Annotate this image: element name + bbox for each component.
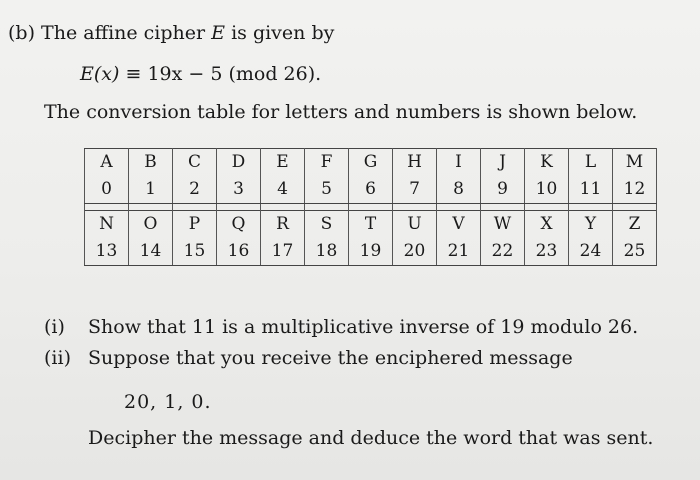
question-ii: [44, 347, 573, 369]
spacer-cell: [217, 204, 261, 211]
letter-cell: Y: [569, 211, 613, 239]
spacer-cell: [85, 204, 129, 211]
formula-mod: (mod 26).: [228, 63, 322, 85]
letter-cell: S: [305, 211, 349, 239]
spacer-cell: [481, 204, 525, 211]
table-number-row: [85, 238, 657, 266]
letter-cell: I: [437, 149, 481, 177]
letter-cell: R: [261, 211, 305, 239]
number-cell: 9: [481, 176, 525, 204]
enciphered-message: 20, 1, 0.: [124, 391, 212, 413]
question-ii-text: Suppose that you receive the enciphered message: [88, 347, 573, 369]
spacer-cell: [305, 204, 349, 211]
number-cell: 24: [569, 238, 613, 266]
letter-cell: K: [525, 149, 569, 177]
number-cell: 25: [613, 238, 657, 266]
number-cell: 5: [305, 176, 349, 204]
intro-suffix: is given by: [231, 22, 335, 44]
number-cell: 4: [261, 176, 305, 204]
letter-cell: Z: [613, 211, 657, 239]
question-ii-label: (ii): [44, 347, 71, 369]
number-cell: 1: [129, 176, 173, 204]
table-intro: The conversion table for letters and numbers is shown below.: [44, 101, 638, 123]
letter-cell: V: [437, 211, 481, 239]
formula-rhs: 19x − 5: [147, 63, 223, 85]
letter-cell: J: [481, 149, 525, 177]
number-cell: 7: [393, 176, 437, 204]
letter-cell: U: [393, 211, 437, 239]
part-heading: [8, 22, 334, 44]
spacer-cell: [437, 204, 481, 211]
question-i: [44, 316, 638, 338]
letter-cell: D: [217, 149, 261, 177]
letter-cell: Q: [217, 211, 261, 239]
spacer-cell: [349, 204, 393, 211]
letter-cell: O: [129, 211, 173, 239]
table-spacer-row: [85, 204, 657, 211]
number-cell: 16: [217, 238, 261, 266]
letter-cell: E: [261, 149, 305, 177]
letter-cell: G: [349, 149, 393, 177]
number-cell: 14: [129, 238, 173, 266]
letter-cell: C: [173, 149, 217, 177]
number-cell: 12: [613, 176, 657, 204]
number-cell: 21: [437, 238, 481, 266]
spacer-cell: [525, 204, 569, 211]
letter-cell: L: [569, 149, 613, 177]
intro-text: The affine cipher: [41, 22, 206, 44]
number-cell: 18: [305, 238, 349, 266]
number-cell: 15: [173, 238, 217, 266]
number-cell: 17: [261, 238, 305, 266]
number-cell: 11: [569, 176, 613, 204]
spacer-cell: [129, 204, 173, 211]
number-cell: 19: [349, 238, 393, 266]
spacer-cell: [393, 204, 437, 211]
spacer-cell: [173, 204, 217, 211]
spacer-cell: [569, 204, 613, 211]
number-cell: 20: [393, 238, 437, 266]
number-cell: 0: [85, 176, 129, 204]
letter-cell: A: [85, 149, 129, 177]
number-cell: 10: [525, 176, 569, 204]
letter-cell: F: [305, 149, 349, 177]
letter-cell: M: [613, 149, 657, 177]
question-i-text: Show that 11 is a multiplicative inverse of 19 modulo 26.: [88, 316, 639, 338]
number-cell: 13: [85, 238, 129, 266]
number-cell: 2: [173, 176, 217, 204]
table-letter-row: [85, 211, 657, 239]
table-number-row: [85, 176, 657, 204]
letter-cell: W: [481, 211, 525, 239]
conversion-table: [84, 148, 657, 266]
formula-equiv: ≡: [125, 63, 142, 85]
table-letter-row: [85, 149, 657, 177]
number-cell: 23: [525, 238, 569, 266]
number-cell: 22: [481, 238, 525, 266]
letter-cell: H: [393, 149, 437, 177]
number-cell: 3: [217, 176, 261, 204]
cipher-formula: [80, 63, 321, 85]
letter-cell: T: [349, 211, 393, 239]
letter-cell: N: [85, 211, 129, 239]
spacer-cell: [261, 204, 305, 211]
letter-cell: P: [173, 211, 217, 239]
number-cell: 6: [349, 176, 393, 204]
decipher-instruction: Decipher the message and deduce the word that was sent.: [88, 427, 654, 449]
spacer-cell: [613, 204, 657, 211]
number-cell: 8: [437, 176, 481, 204]
part-label: (b): [8, 22, 35, 44]
formula-lhs: E(x): [80, 63, 120, 85]
letter-cell: X: [525, 211, 569, 239]
letter-cell: B: [129, 149, 173, 177]
question-i-label: (i): [44, 316, 65, 338]
cipher-symbol: E: [211, 22, 226, 44]
